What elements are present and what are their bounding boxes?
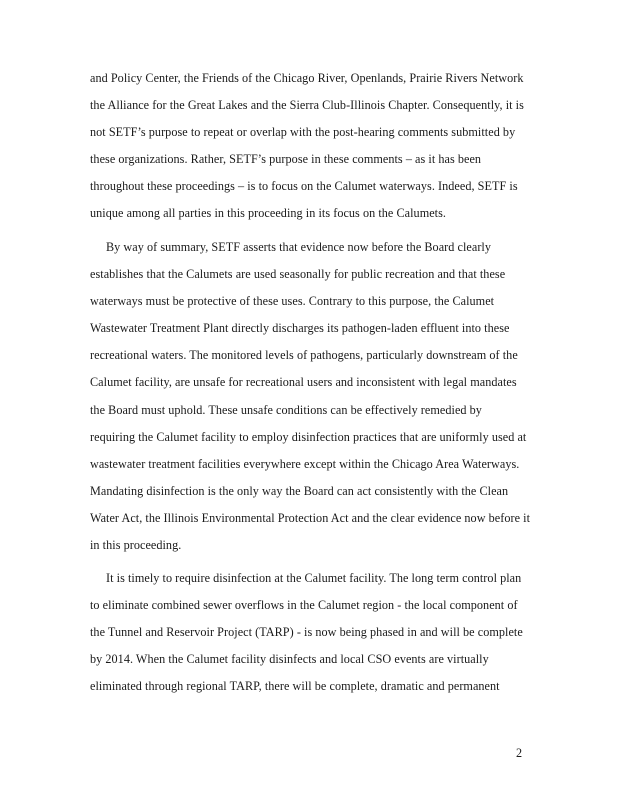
text-line: the Alliance for the Great Lakes and the Sierra Club-Illinois Chapter. Consequently, it is xyxy=(90,98,524,112)
text-line: wastewater treatment facilities everywhere except within the Chicago Area Waterways. xyxy=(90,457,520,471)
text-line: by 2014. When the Calumet facility disinfects and local CSO events are virtually xyxy=(90,652,489,666)
text-line: throughout these proceedings – is to focus on the Calumet waterways. Indeed, SETF is xyxy=(90,179,518,193)
paragraph-start-line: By way of summary, SETF asserts that evidence now before the Board clearly xyxy=(106,240,492,254)
paragraph-start-line: It is timely to require disinfection at the Calumet facility. The long term control plan xyxy=(106,571,522,585)
text-line: in this proceeding. xyxy=(90,538,182,552)
text-line: waterways must be protective of these uses. Contrary to this purpose, the Calumet xyxy=(90,294,495,308)
text-line: the Tunnel and Reservoir Project (TARP) - is now being phased in and will be complete xyxy=(90,625,523,639)
text-line: recreational waters. The monitored levels of pathogens, particularly downstream of the xyxy=(90,348,518,362)
text-line: Wastewater Treatment Plant directly discharges its pathogen-laden effluent into these xyxy=(90,321,510,335)
text-line: requiring the Calumet facility to employ disinfection practices that are uniformly used at xyxy=(90,430,527,444)
text-line: to eliminate combined sewer overflows in the Calumet region - the local component of xyxy=(90,598,518,612)
text-line: not SETF’s purpose to repeat or overlap with the post-hearing comments submitted by xyxy=(90,125,516,139)
page-number: 2 xyxy=(516,746,523,760)
text-line: Calumet facility, are unsafe for recreational users and inconsistent with legal mandates xyxy=(90,375,517,389)
text-line: the Board must uphold. These unsafe conditions can be effectively remedied by xyxy=(90,403,482,417)
text-line: these organizations. Rather, SETF’s purpose in these comments – as it has been xyxy=(90,152,482,166)
text-line: eliminated through regional TARP, there will be complete, dramatic and permanent xyxy=(90,679,500,693)
text-line: and Policy Center, the Friends of the Chicago River, Openlands, Prairie Rivers Network xyxy=(90,71,524,85)
text-line: Water Act, the Illinois Environmental Protection Act and the clear evidence now before it xyxy=(90,511,531,525)
text-line: unique among all parties in this proceeding in its focus on the Calumets. xyxy=(90,206,447,220)
text-line: Mandating disinfection is the only way the Board can act consistently with the Clean xyxy=(90,484,509,498)
text-line: establishes that the Calumets are used seasonally for public recreation and that these xyxy=(90,267,506,281)
